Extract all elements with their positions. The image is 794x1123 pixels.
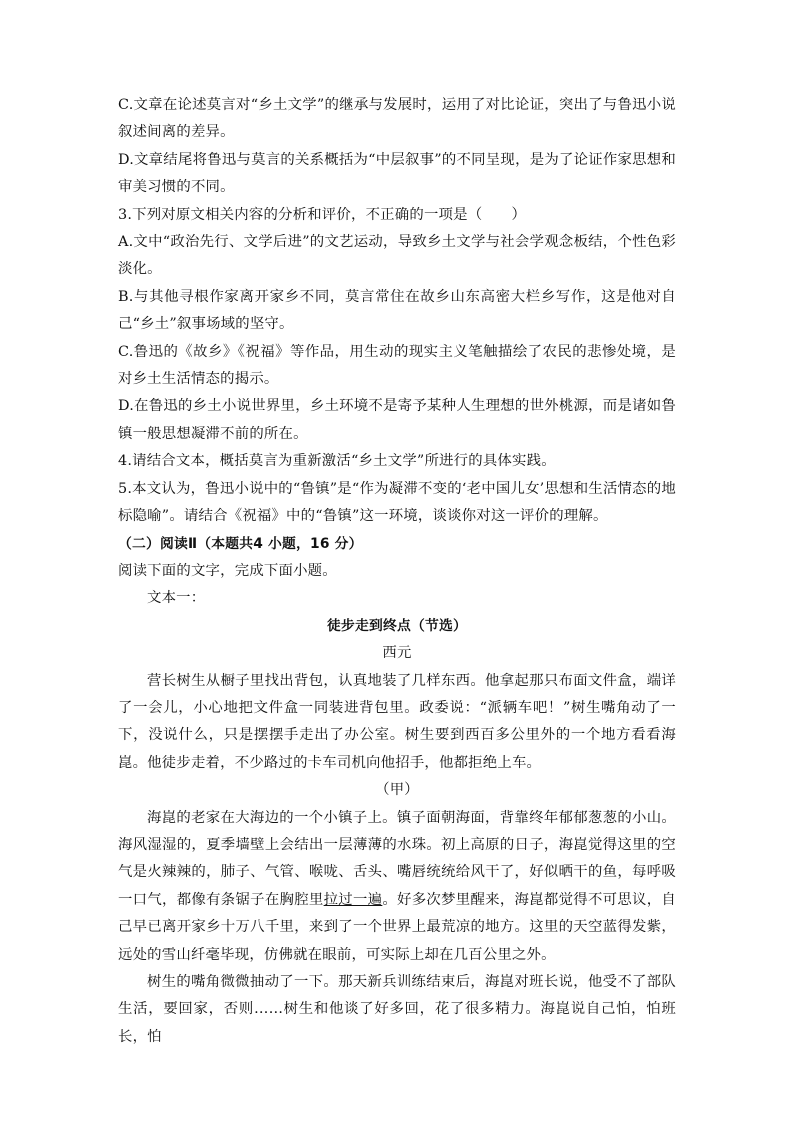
article-author: 西元 (382, 645, 412, 662)
question-3-option-a: A.文中“政治先行、文学后进”的文艺运动，导致乡土文学与社会学观念板结，个性色彩淡化。 (118, 234, 676, 278)
question-3-option-d: D.在鲁迅的乡土小说世界里，乡土环境不是寄予某种人生理想的世外桃源，而是诸如鲁镇一般思想凝滞不前的所在。 (118, 398, 676, 442)
article-title: 徒步走到终点（节选） (327, 617, 467, 634)
document-body (118, 92, 676, 1051)
question-3-option-b: B.与其他寻根作家离开家乡不同，莫言常住在故乡山东高密大栏乡写作，这是他对自己“乡土”叙事场域的坚守。 (118, 288, 676, 333)
article-paragraph-3: 树生的嘴角微微抽动了一下。那天新兵训练结束后，海崑对班长说，他受不了部队生活，要回家，否则……树生和他谈了好多回，花了很多精力。海崑说自己怕，怕班长，怕 (118, 974, 676, 1045)
question-5: 5.本文认为，鲁迅小说中的“鲁镇”是“作为凝滞不变的‘老中国儿女’思想和生活情态的地标隐喻”。请结合《祝福》中的“鲁镇”这一环境，谈谈你对这一评价的理解。 (118, 480, 676, 525)
text-one-label: 文本一： (147, 590, 206, 607)
underlined-phrase: 拉过一遍 (323, 891, 383, 908)
question-3-option-c: C.鲁迅的《故乡》《祝福》等作品，用生动的现实主义笔触描绘了农民的悲惨处境，是对乡土生活情态的揭示。 (118, 343, 676, 388)
paragraph-2-text-start: 海崑的老家在大海边的一个小镇子上。镇子面朝海面，背靠终年郁郁葱葱的小山。海风湿湿的，夏季墙壁上会结出一层薄薄的水珠。初上高原的日子，海崑觉得这里的空气是火辣辣的，肺子、气管、喉咙、舌头、嘴唇统统给风干了，好似晒干的鱼，每呼吸一口气，都像有条锯子在胸腔里 (118, 809, 676, 908)
option-c-text: C.文章在论述莫言对“乡土文学”的继承与发展时，运用了对比论证，突出了与鲁迅小说叙述间离的差异。 (118, 97, 676, 141)
section-heading: （二）阅读Ⅱ（本题共4 小题，16 分） (118, 535, 363, 552)
question-4: 4.请结合文本，概括莫言为重新激活“乡土文学”所进行的具体实践。 (118, 453, 556, 470)
question-3: 3.下列对原文相关内容的分析和评价，不正确的一项是（ ） (118, 206, 527, 223)
article-paragraph-2 (118, 805, 676, 969)
reading-instruction: 阅读下面的文字，完成下面小题。 (118, 562, 337, 579)
article-paragraph-1: 营长树生从橱子里找出背包，认真地装了几样东西。他拿起那只布面文件盒，端详了一会儿，小心地把文件盒一同装进背包里。政委说：“派辆车吧！”树生嘴角动了一下，没说什么，只是摆摆手走出了办公室。树生要到西百多公里外的一个地方看看海崑。他徒步走着，不少路过的卡车司机向他招手，他都拒绝上车。 (118, 672, 676, 771)
section-marker: （甲） (375, 782, 419, 799)
paragraph-2-text-end: 。好多次梦里醒来，海崑都觉得不可思议，自己早已离开家乡十万八千里，来到了一个世界上最荒凉的地方。这里的天空蓝得发紫，远处的雪山纤毫毕现，仿佛就在眼前，可实际上却在几百公里之外。 (118, 891, 676, 963)
option-d-text: D.文章结尾将鲁迅与莫言的关系概括为“中层叙事”的不同呈现，是为了论证作家思想和审美习惯的不同。 (118, 151, 676, 196)
